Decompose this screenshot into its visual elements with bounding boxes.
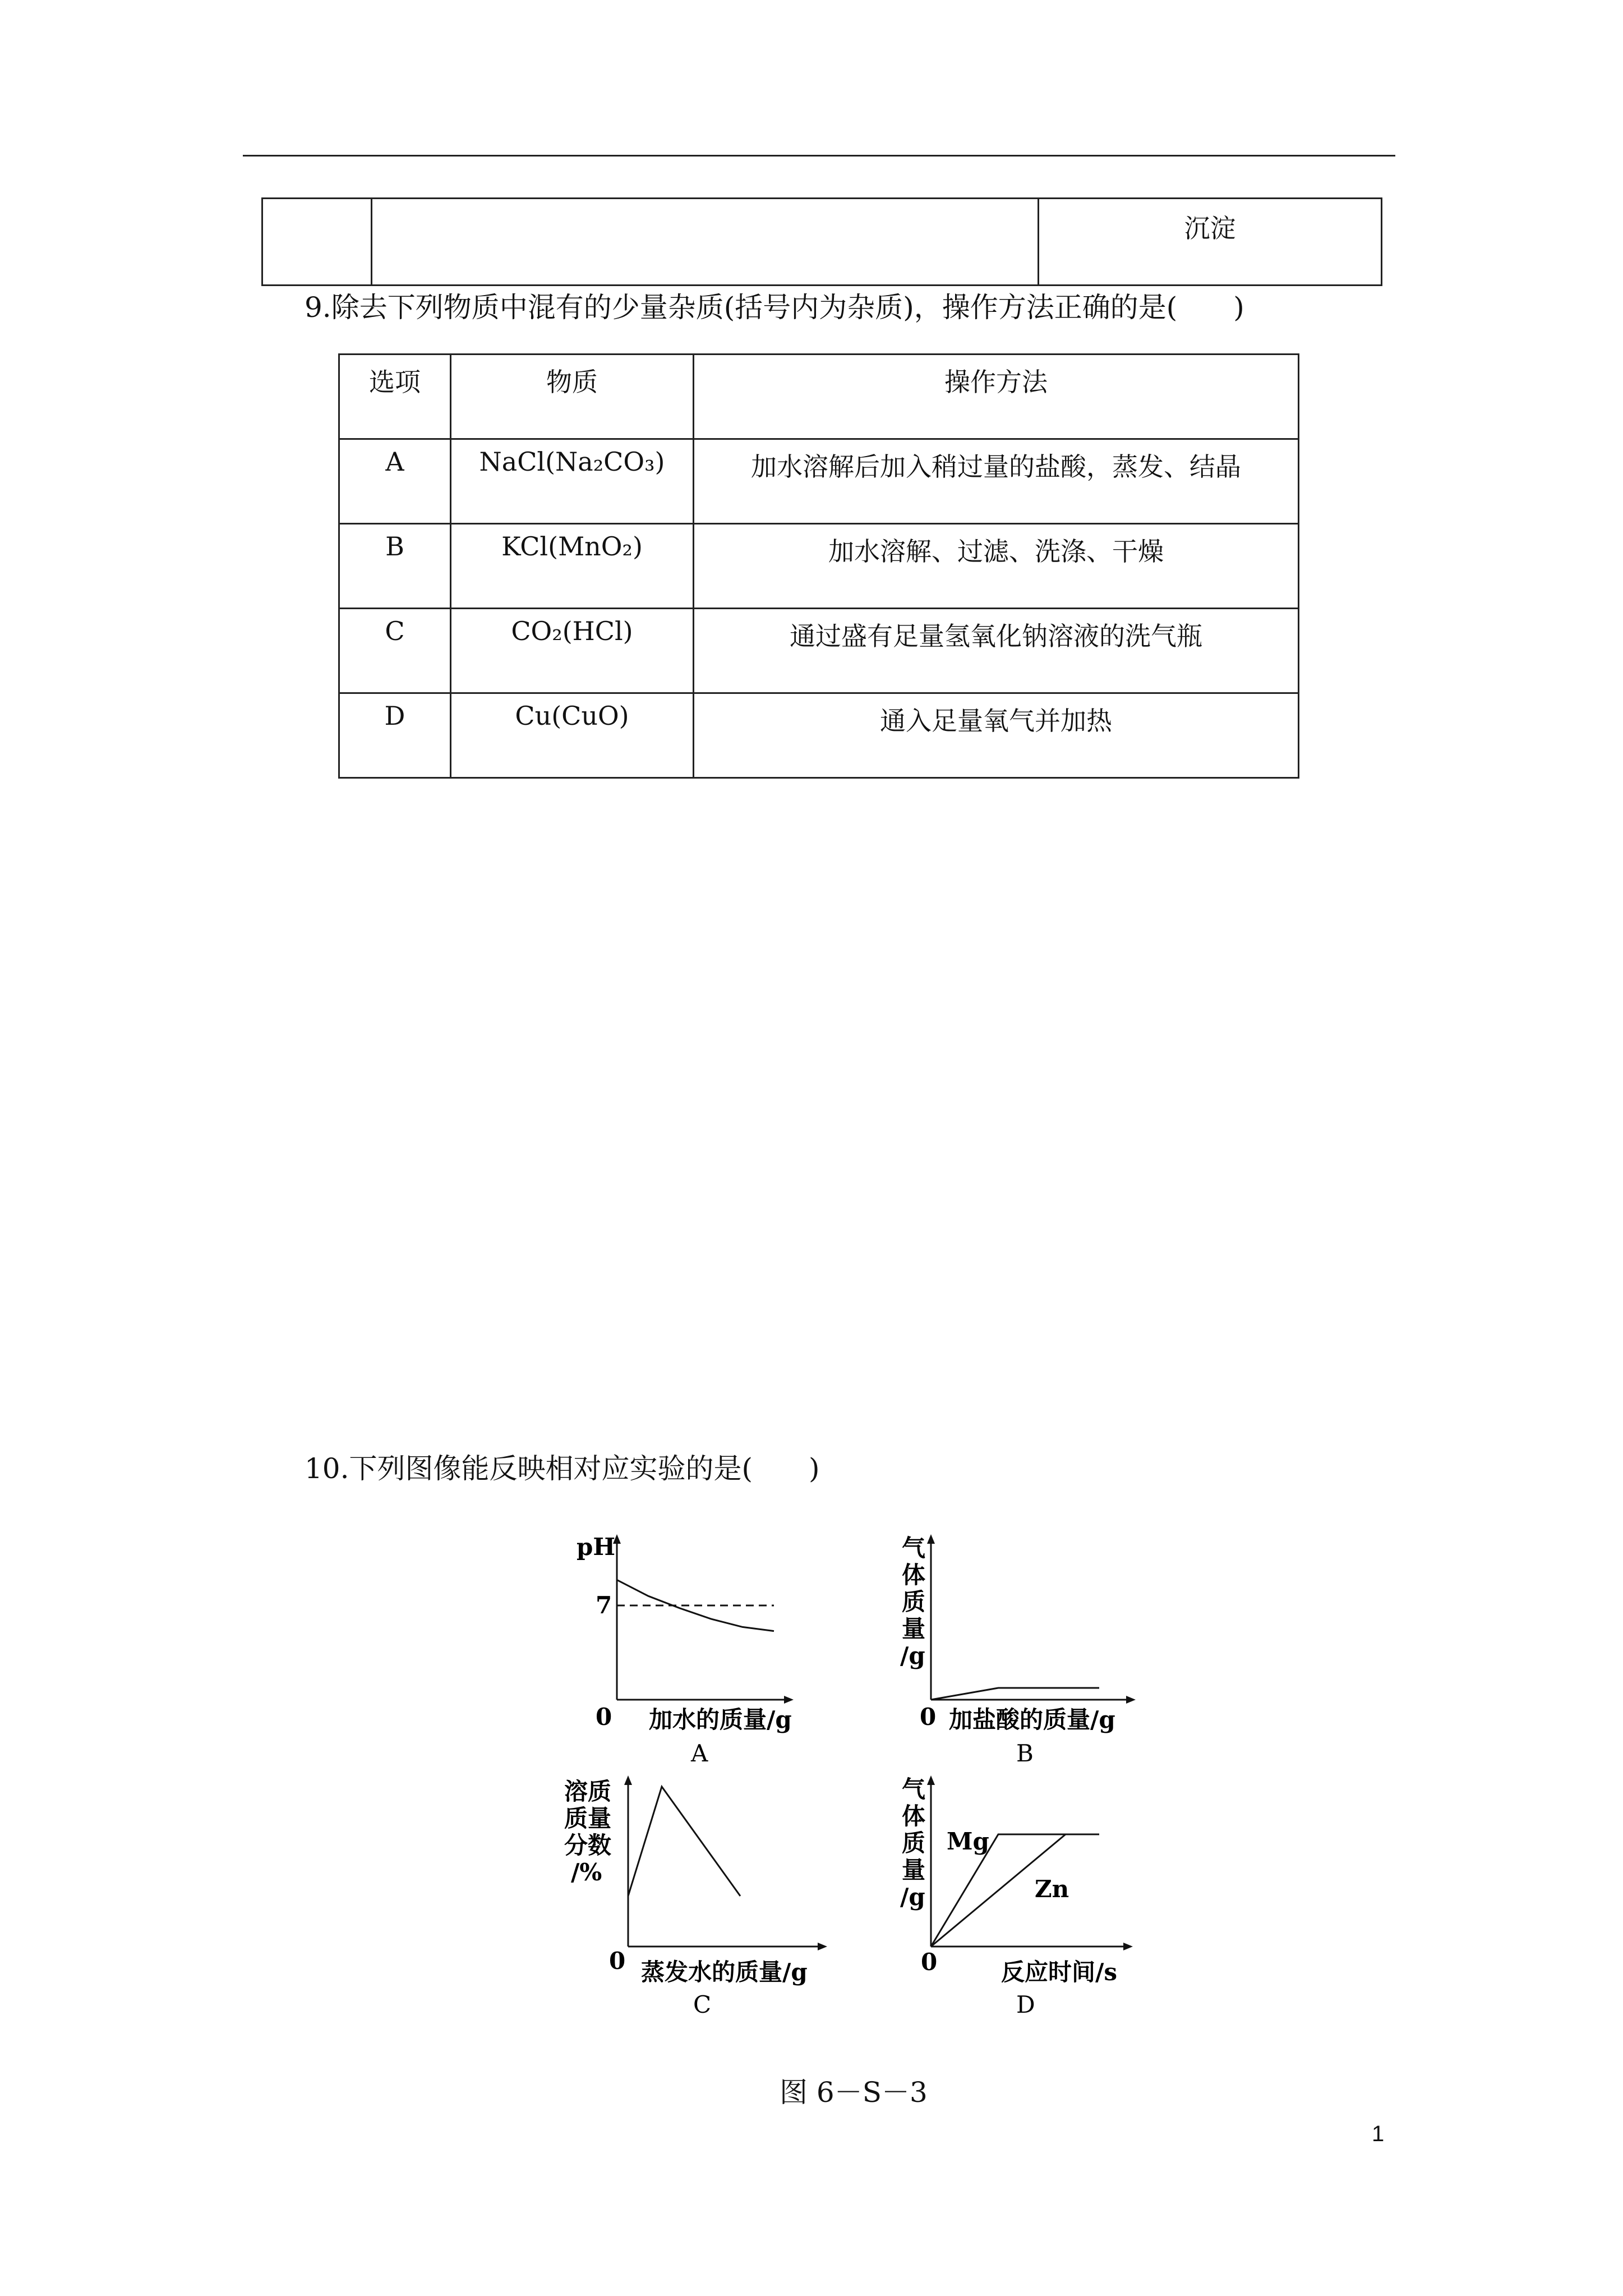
y-axis-label-2: 质量 bbox=[564, 1805, 612, 1832]
origin-label: 0 bbox=[920, 1703, 937, 1731]
table-row bbox=[339, 524, 1299, 609]
header-rule bbox=[243, 155, 1395, 157]
table-cell: 沉淀 bbox=[1039, 199, 1382, 286]
x-axis-label: 蒸发水的质量/g bbox=[641, 1958, 808, 1986]
table-row bbox=[262, 199, 1382, 286]
y-axis-label-2: 体 bbox=[902, 1561, 926, 1589]
y-axis-label-4: /% bbox=[571, 1858, 602, 1886]
option-cell: C bbox=[339, 609, 451, 693]
table-row bbox=[339, 609, 1299, 693]
chart-caption: C bbox=[693, 1991, 712, 2018]
y-axis-arrow bbox=[624, 1775, 632, 1785]
table-cell bbox=[262, 199, 372, 286]
series-line bbox=[628, 1787, 740, 1896]
y-axis-label-3: 分数 bbox=[564, 1832, 612, 1859]
question-10-stem: 10.下列图像能反映相对应实验的是( ) bbox=[305, 1452, 820, 1485]
substance-cell: NaCl(Na₂CO₃) bbox=[451, 439, 694, 524]
y-axis-label-5: /g bbox=[900, 1883, 925, 1911]
y-axis-label-1: 溶质 bbox=[564, 1778, 612, 1805]
x-axis-label: 加盐酸的质量/g bbox=[949, 1706, 1115, 1733]
option-cell: D bbox=[339, 693, 451, 778]
origin-label: 0 bbox=[921, 1948, 938, 1976]
chart-d bbox=[886, 1773, 1144, 2022]
y-axis-label-3: 质 bbox=[902, 1829, 926, 1857]
chart-a bbox=[561, 1531, 796, 1769]
header-substance: 物质 bbox=[451, 355, 694, 439]
x-axis-arrow bbox=[1123, 1943, 1133, 1950]
substance-cell: Cu(CuO) bbox=[451, 693, 694, 778]
y-axis-label-1: 气 bbox=[902, 1775, 926, 1803]
figure-caption: 图 6－S－3 bbox=[780, 2076, 928, 2109]
option-cell: A bbox=[339, 439, 451, 524]
y-tick-label: 7 bbox=[596, 1591, 612, 1619]
y-axis-label: pH bbox=[577, 1533, 616, 1561]
page-number: 1 bbox=[1372, 2122, 1385, 2146]
y-axis-label-4: 量 bbox=[902, 1856, 926, 1884]
substance-cell: KCl(MnO₂) bbox=[451, 524, 694, 609]
y-axis-arrow bbox=[927, 1534, 935, 1544]
method-cell: 通入足量氧气并加热 bbox=[694, 693, 1299, 778]
series-line bbox=[931, 1688, 1099, 1700]
x-axis-label: 加水的质量/g bbox=[649, 1706, 792, 1733]
question-9-stem: 9.除去下列物质中混有的少量杂质(括号内为杂质)，操作方法正确的是( ) bbox=[305, 291, 1244, 324]
y-axis-label-4: 量 bbox=[902, 1615, 926, 1642]
method-cell: 加水溶解、过滤、洗涤、干燥 bbox=[694, 524, 1299, 609]
y-axis-label-1: 气 bbox=[902, 1534, 926, 1562]
x-axis-arrow bbox=[784, 1696, 794, 1704]
x-axis-arrow bbox=[1126, 1696, 1136, 1704]
origin-label: 0 bbox=[596, 1703, 612, 1731]
y-axis-label-5: /g bbox=[900, 1642, 925, 1669]
table-row bbox=[339, 439, 1299, 524]
series-label-mg: Mg bbox=[947, 1828, 989, 1855]
substance-cell: CO₂(HCl) bbox=[451, 609, 694, 693]
header-option: 选项 bbox=[339, 355, 451, 439]
method-cell: 通过盛有足量氢氧化钠溶液的洗气瓶 bbox=[694, 609, 1299, 693]
chart-caption: B bbox=[1016, 1740, 1034, 1767]
chart-c bbox=[561, 1773, 830, 2022]
chart-caption: D bbox=[1016, 1991, 1035, 2018]
header-method: 操作方法 bbox=[694, 355, 1299, 439]
table-row bbox=[339, 693, 1299, 778]
chart-caption: A bbox=[691, 1740, 708, 1767]
chart-b bbox=[886, 1531, 1144, 1769]
y-axis-arrow bbox=[927, 1775, 935, 1785]
method-cell: 加水溶解后加入稍过量的盐酸，蒸发、结晶 bbox=[694, 439, 1299, 524]
table-header-row bbox=[339, 355, 1299, 439]
y-axis-label-2: 体 bbox=[902, 1802, 926, 1830]
series-label-zn: Zn bbox=[1035, 1875, 1069, 1903]
x-axis-arrow bbox=[818, 1943, 827, 1950]
table-cell bbox=[372, 199, 1039, 286]
top-partial-table bbox=[261, 197, 1382, 286]
question-9-table bbox=[338, 353, 1299, 779]
x-axis-label: 反应时间/s bbox=[1001, 1958, 1117, 1986]
y-axis-label-3: 质 bbox=[902, 1588, 926, 1616]
origin-label: 0 bbox=[609, 1947, 626, 1975]
option-cell: B bbox=[339, 524, 451, 609]
